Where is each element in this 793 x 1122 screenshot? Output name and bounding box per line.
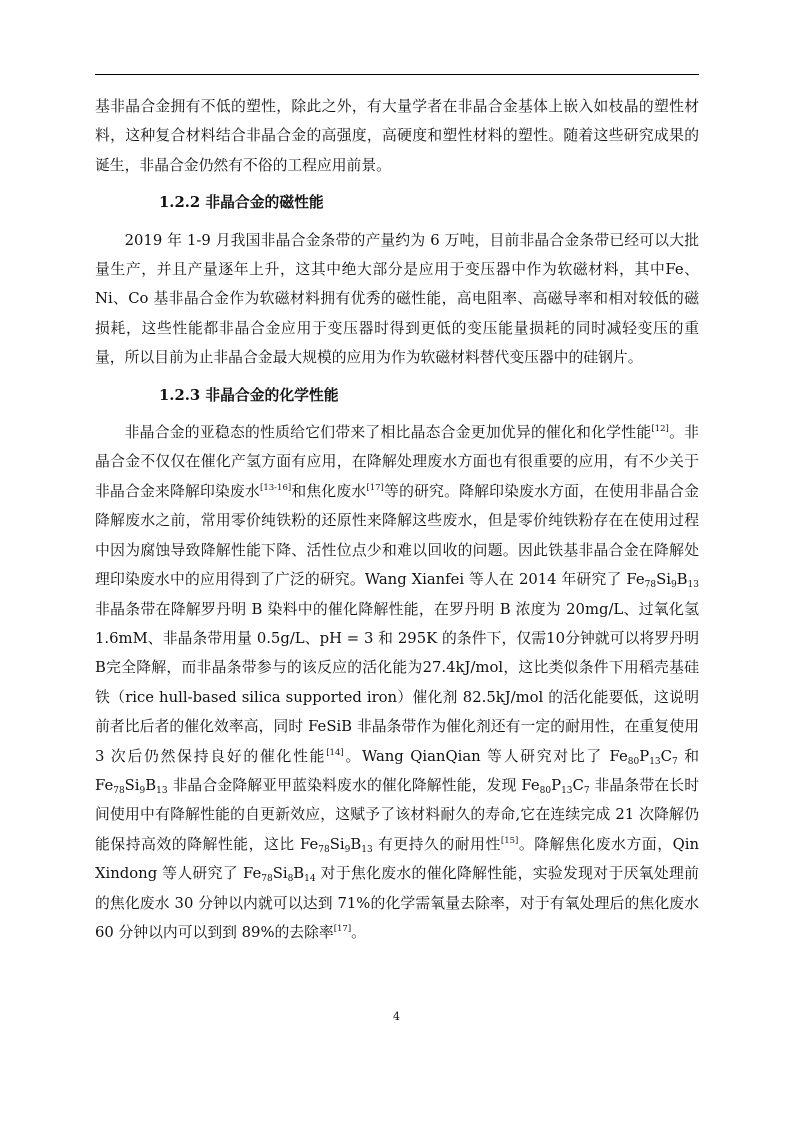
formula-subscript: 9 (344, 844, 351, 855)
formula-subscript: 78 (261, 874, 273, 885)
citation: [13-16] (260, 482, 292, 493)
formula-element: P (551, 776, 562, 794)
formula-subscript: 14 (304, 874, 316, 885)
text-span: 非晶条带在降解罗丹明 B 染料中的催化降解性能，在罗丹明 B 浓度为 20mg/L、过氧化氢 1.6mM、非晶条带用量 0.5g/L、pH = 3 和 295K 的条件下，仅需10分钟就可以将罗丹明B完全降解，而非晶条带参与的该反应的活化能为27.4kJ/mol，这比类似条件下用稻壳基硅铁（rice hull-based silica supported iron）催化剂 82.5kJ/mol 的活化能要低，这说明前者比后者的催化效率高，同时 FeSiB 非晶条带作为催化剂还有一定的耐用性，在重复使用 3 次后仍然保持良好的催化性能 (95, 600, 699, 765)
formula-subscript: 13 (687, 580, 699, 591)
header-rule (95, 74, 699, 75)
formula-subscript: 80 (627, 756, 640, 767)
text-span: 。Wang QianQian 等人研究对比了 Fe (343, 747, 628, 765)
text-span: 非晶条带在长时间使用中有降解性能的自更新效应，这赋予了该材料耐久的寿命,它在连续完成 21 次降解仍能保持高效的降解性能，这比 Fe (95, 776, 699, 853)
magnetic-paragraph: 2019 年 1-9 月我国非晶合金条带的产量约为 6 万吨，目前非晶合金条带已经可以大批量生产，并且产量逐年上升，这其中绝大部分是应用于变压器中作为软磁材料，其中Fe、Ni、Co 基非晶合金作为软磁材料拥有优秀的磁性能，高电阻率、高磁导率和相对较低的磁损耗，这些性能都非晶合金应用于变压器时得到更低的变压能量损耗的同时减轻变压的重量，所以目前为止非晶合金最大规模的应用为作为软磁材料替代变压器中的硅钢片。 (95, 231, 699, 367)
formula-element: C (572, 776, 584, 794)
chemical-paragraph (95, 418, 699, 947)
formula-element: B (293, 865, 305, 883)
text-span: 。降解焦化废水方面，Qin Xindong 等人研究了 Fe (95, 835, 699, 883)
text-span: 和焦化废水 (291, 482, 367, 500)
formula-subscript: 7 (583, 785, 590, 796)
formula-subscript: 9 (670, 580, 677, 591)
citation: [12] (651, 424, 669, 435)
formula-element: B (145, 776, 157, 794)
formula-subscript: 13 (561, 785, 573, 796)
formula-subscript: 13 (361, 844, 373, 855)
formula-subscript: 7 (671, 756, 678, 767)
formula-element: Si (272, 865, 288, 883)
formula-subscript: 13 (156, 785, 168, 796)
formula-element: B (350, 835, 362, 853)
formula-subscript: 8 (287, 874, 294, 885)
text-span: 等的研究。降解印染废水方面，在使用非晶合金降解废水之前，常用零价纯铁粉的还原性来降解这些废水，但是零价纯铁粉存在在使用过程中因为腐蚀导致降解性能下降、活性位点少和难以回收的问题。因此铁基非晶合金在降解处理印染废水中的应用得到了广泛的研究。Wang Xianfei 等人在 2014 年研究了 Fe (95, 482, 699, 589)
text-span: 。 (351, 923, 366, 941)
formula-element: B (676, 571, 688, 589)
formula-element: Si (329, 835, 345, 853)
section-heading-magnetic: 1.2.2 非晶合金的磁性能 (159, 194, 324, 212)
formula-element: Si (124, 776, 140, 794)
text-span: 。非晶合金不仅仅在催化产氢方面有应用，在降解处理废水方面也有很重要的应用，有不少关于非晶合金来降解印染废水 (95, 424, 699, 500)
formula-subscript: 13 (649, 756, 661, 767)
formula-subscript: 78 (318, 844, 330, 855)
page-body (95, 92, 699, 947)
citation: [15] (500, 835, 519, 846)
text-span: 和 Fe (95, 747, 699, 794)
formula-subscript: 9 (139, 785, 146, 796)
citation: [17] (366, 482, 384, 493)
formula-element: C (660, 747, 672, 765)
text-span: 非晶合金降解亚甲蓝染料废水的催化降解性能，发现 Fe (167, 776, 540, 794)
text-span: 有更持久的耐用性 (372, 835, 501, 853)
formula-subscript: 80 (539, 785, 552, 796)
section-heading-chemical: 1.2.3 非晶合金的化学性能 (159, 386, 339, 404)
intro-paragraph: 基非晶合金拥有不低的塑性，除此之外，有大量学者在非晶合金基体上嵌入如枝晶的塑性材料，这种复合材料结合非晶合金的高强度，高硬度和塑性材料的塑性。随着这些研究成果的诞生，非晶合金仍然有不俗的工程应用前景。 (95, 98, 699, 174)
text-span: 对于焦化废水的催化降解性能，实验发现对于厌氧处理前的焦化废水 30 分钟以内就可以达到 71%的化学需氧量去除率，对于有氧处理后的焦化废水 60 分钟以内可以到到 89%的去除率 (95, 865, 699, 941)
citation: [17] (333, 923, 352, 934)
formula-subscript: 78 (113, 785, 125, 796)
formula-element: P (639, 747, 650, 765)
formula-element: Si (656, 571, 671, 589)
page-number: 4 (393, 1010, 400, 1023)
formula-subscript: 78 (644, 580, 657, 591)
text-span: 非晶合金的亚稳态的性质给它们带来了相比晶态合金更加优异的催化和化学性能 (124, 424, 652, 442)
citation: [14] (326, 747, 344, 758)
